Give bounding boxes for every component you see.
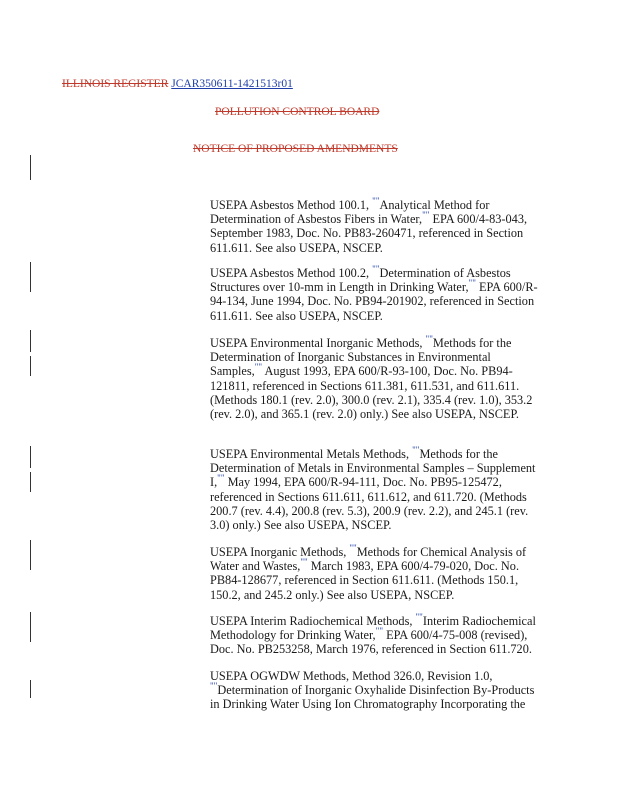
entry-pre: USEPA Environmental Inorganic Methods,	[210, 336, 426, 350]
entry-asbestos-100-1	[210, 195, 540, 255]
entry-post: EPA 600/4-83-043, September 1983, Doc. No. PB83-260471, referenced in Section 611.611. See also USEPA, NSCEP.	[210, 212, 528, 255]
change-bar	[30, 680, 31, 698]
change-bar	[30, 262, 31, 292]
notice-title: NOTICE OF PROPOSED AMENDMENTS	[193, 143, 398, 155]
entry-post: May 1994, EPA 600/R-94-111, Doc. No. PB95-125472, referenced in Sections 611.611, 611.612, and 611.720. (Methods 200.7 (rev. 4.4), 200.8 (rev. 5.3), 200.9 (rev. 2.2), and 245.1 (rev. 3.0) only.) See also USEPA, NSCEP.	[210, 475, 529, 533]
entry-title: Determination of Inorganic Oxyhalide Disinfection By-Products in Drinking Water Using Ion Chromatography Incorporating the	[210, 683, 535, 712]
entry-title: Methods for Chemical Analysis of Water and Wastes,	[210, 545, 527, 574]
change-bar	[30, 446, 31, 468]
entry-pre: USEPA Asbestos Method 100.2,	[210, 266, 373, 280]
entry-post: March 1983, EPA 600/4-79-020, Doc. No. PB84-128677, referenced in Section 611.611. (Methods 150.1, 150.2, and 245.2 only.) See also USEPA, NSCEP.	[210, 559, 520, 602]
entry-pre: USEPA Asbestos Method 100.1,	[210, 198, 373, 212]
quote-mark: ""	[468, 278, 476, 289]
quote-mark: ""	[412, 444, 420, 455]
change-bar	[30, 356, 31, 376]
entry-ogwdw-methods	[210, 669, 540, 712]
register-header	[62, 78, 293, 90]
change-bar	[30, 612, 31, 642]
quote-mark: ""	[372, 195, 380, 206]
quote-mark: ""	[349, 542, 357, 553]
register-struck-text: ILLINOIS REGISTER	[62, 78, 169, 90]
quote-mark: ""	[210, 681, 218, 692]
entry-inorganic-methods	[210, 542, 540, 602]
entry-post: EPA 600/R-94-134, June 1994, Doc. No. PB94-201902, referenced in Section 611.611. See also USEPA, NSCEP.	[210, 280, 538, 323]
change-bar	[30, 540, 31, 570]
quote-mark: ""	[375, 626, 383, 637]
entry-title: Methods for the Determination of Inorganic Substances in Environmental Samples,	[210, 336, 512, 379]
entry-title: Interim Radiochemical Methodology for Drinking Water,	[210, 614, 536, 643]
quote-mark: ""	[300, 557, 308, 568]
entry-title: Analytical Method for Determination of Asbestos Fibers in Water,	[210, 198, 490, 227]
entry-pre: USEPA OGWDW Methods, Method 326.0, Revision 1.0,	[210, 669, 493, 683]
quote-mark: ""	[422, 210, 430, 221]
entry-post: EPA 600/4-75-008 (revised), Doc. No. PB253258, March 1976, referenced in Section 611.720.	[210, 628, 532, 657]
change-bar	[30, 155, 31, 180]
quote-mark: ""	[372, 263, 380, 274]
quote-mark: ""	[217, 473, 225, 484]
entry-post: August 1993, EPA 600/R-93-100, Doc. No. PB94-121811, referenced in Sections 611.381, 611.531, and 611.611. (Methods 180.1 (rev. 2.0), 300.0 (rev. 2.1), 335.4 (rev. 1.0), 353.2 (rev. 2.0), and 365.1 (rev. 2.0) only.) See also USEPA, NSCEP.	[210, 364, 533, 422]
quote-mark: ""	[415, 611, 423, 622]
entry-pre: USEPA Inorganic Methods,	[210, 545, 350, 559]
entry-environmental-metals	[210, 444, 540, 533]
entry-title: Methods for the Determination of Metals in Environmental Samples – Supplement I,	[210, 447, 536, 490]
entry-pre: USEPA Environmental Metals Methods,	[210, 447, 413, 461]
change-bar	[30, 330, 31, 352]
entry-pre: USEPA Interim Radiochemical Methods,	[210, 614, 416, 628]
change-bar	[30, 472, 31, 492]
entry-environmental-inorganic	[210, 333, 540, 422]
entry-interim-radiochemical	[210, 611, 540, 657]
board-title: POLLUTION CONTROL BOARD	[215, 106, 380, 118]
register-inserted-text: JCAR350611-1421513r01	[171, 78, 293, 90]
entry-asbestos-100-2	[210, 263, 540, 323]
entry-title: Determination of Asbestos Structures over 10-mm in Length in Drinking Water,	[210, 266, 511, 295]
quote-mark: ""	[425, 333, 433, 344]
quote-mark: ""	[254, 362, 263, 373]
